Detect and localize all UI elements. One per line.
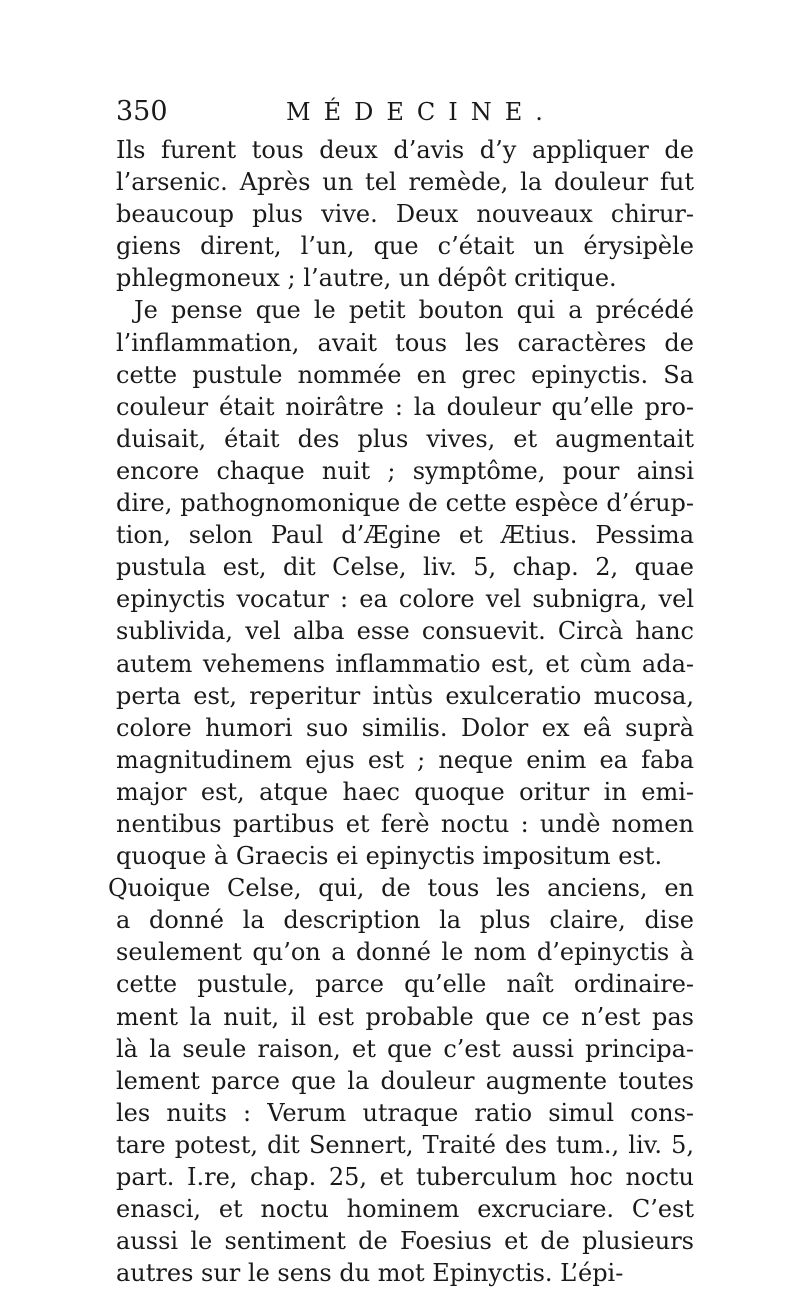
text-line: nentibus partibus et ferè noctu : undè nomen bbox=[116, 809, 694, 838]
body-text bbox=[108, 134, 694, 1289]
text-line: autem vehemens inflammatio est, et cùm ada- bbox=[116, 649, 694, 678]
text-line: enasci, et noctu hominem excruciare. C’est bbox=[116, 1195, 694, 1224]
text-line: tion, selon Paul d’Ægine et Ætius. Pessima bbox=[116, 521, 694, 550]
book-page bbox=[108, 92, 694, 1289]
text-line: perta est, reperitur intùs exulceratio mucosa, bbox=[116, 681, 694, 710]
text-line: l’arsenic. Après un tel remède, la douleur fut bbox=[116, 168, 694, 197]
text-line: Ils furent tous deux d’avis d’y appliquer de bbox=[116, 136, 694, 164]
text-line: dire, pathognomonique de cette espèce d’érup- bbox=[116, 489, 694, 518]
text-line: cette pustule, parce qu’elle naît ordinaire- bbox=[116, 970, 694, 999]
running-title: MÉDECINE. bbox=[286, 98, 556, 126]
text-line: Quoique Celse, qui, de tous les anciens, en bbox=[108, 874, 694, 903]
text-line: ment la nuit, il est probable que ce n’est pas bbox=[116, 1002, 694, 1031]
text-line: cette pustule nommée en grec epinyctis. Sa bbox=[116, 360, 694, 389]
text-line: lement parce que la douleur augmente toutes bbox=[116, 1066, 694, 1095]
text-line: colore humori suo similis. Dolor ex eâ suprà bbox=[116, 713, 694, 742]
text-line: sublivida, vel alba esse consuevit. Circà hanc bbox=[116, 617, 694, 646]
text-line: a donné la description la plus claire, dise bbox=[116, 906, 694, 935]
page-number: 350 bbox=[116, 96, 168, 127]
text-line: autres sur le sens du mot Epinyctis. L’épi- bbox=[116, 1259, 624, 1288]
text-line: giens dirent, l’un, que c’était un érysipèle bbox=[116, 232, 694, 261]
text-line: beaucoup plus vive. Deux nouveaux chirur- bbox=[116, 200, 694, 229]
text-line: couleur était noirâtre : la douleur qu’elle pro- bbox=[116, 392, 694, 421]
text-line: seulement qu’on a donné le nom d’epinyctis à bbox=[116, 938, 694, 967]
page-header bbox=[116, 92, 694, 132]
text-line: pustula est, dit Celse, liv. 5, chap. 2, quae bbox=[116, 553, 694, 582]
text-line: magnitudinem ejus est ; neque enim ea faba bbox=[116, 745, 694, 774]
text-line: epinyctis vocatur : ea colore vel subnigra, vel bbox=[116, 585, 694, 614]
text-line: Je pense que le petit bouton qui a précédé bbox=[134, 296, 694, 325]
text-line: encore chaque nuit ; symptôme, pour ainsi bbox=[116, 456, 694, 485]
text-line: part. I.re, chap. 25, et tuberculum hoc noctu bbox=[116, 1163, 694, 1191]
text-line: tare potest, dit Sennert, Traité des tum., liv. 5, bbox=[116, 1130, 694, 1159]
text-line: là la seule raison, et que c’est aussi principa- bbox=[116, 1034, 694, 1063]
text-line: quoque à Graecis ei epinyctis impositum est. bbox=[116, 842, 663, 871]
text-line: major est, atque haec quoque oritur in emi- bbox=[116, 777, 694, 806]
text-line: duisait, était des plus vives, et augmentait bbox=[116, 424, 694, 453]
text-line: aussi le sentiment de Foesius et de plusieurs bbox=[116, 1227, 694, 1256]
text-line: l’inflammation, avait tous les caractères de bbox=[116, 328, 694, 357]
text-line: phlegmoneux ; l’autre, un dépôt critique. bbox=[116, 264, 617, 293]
text-line: les nuits : Verum utraque ratio simul cons- bbox=[116, 1098, 694, 1127]
